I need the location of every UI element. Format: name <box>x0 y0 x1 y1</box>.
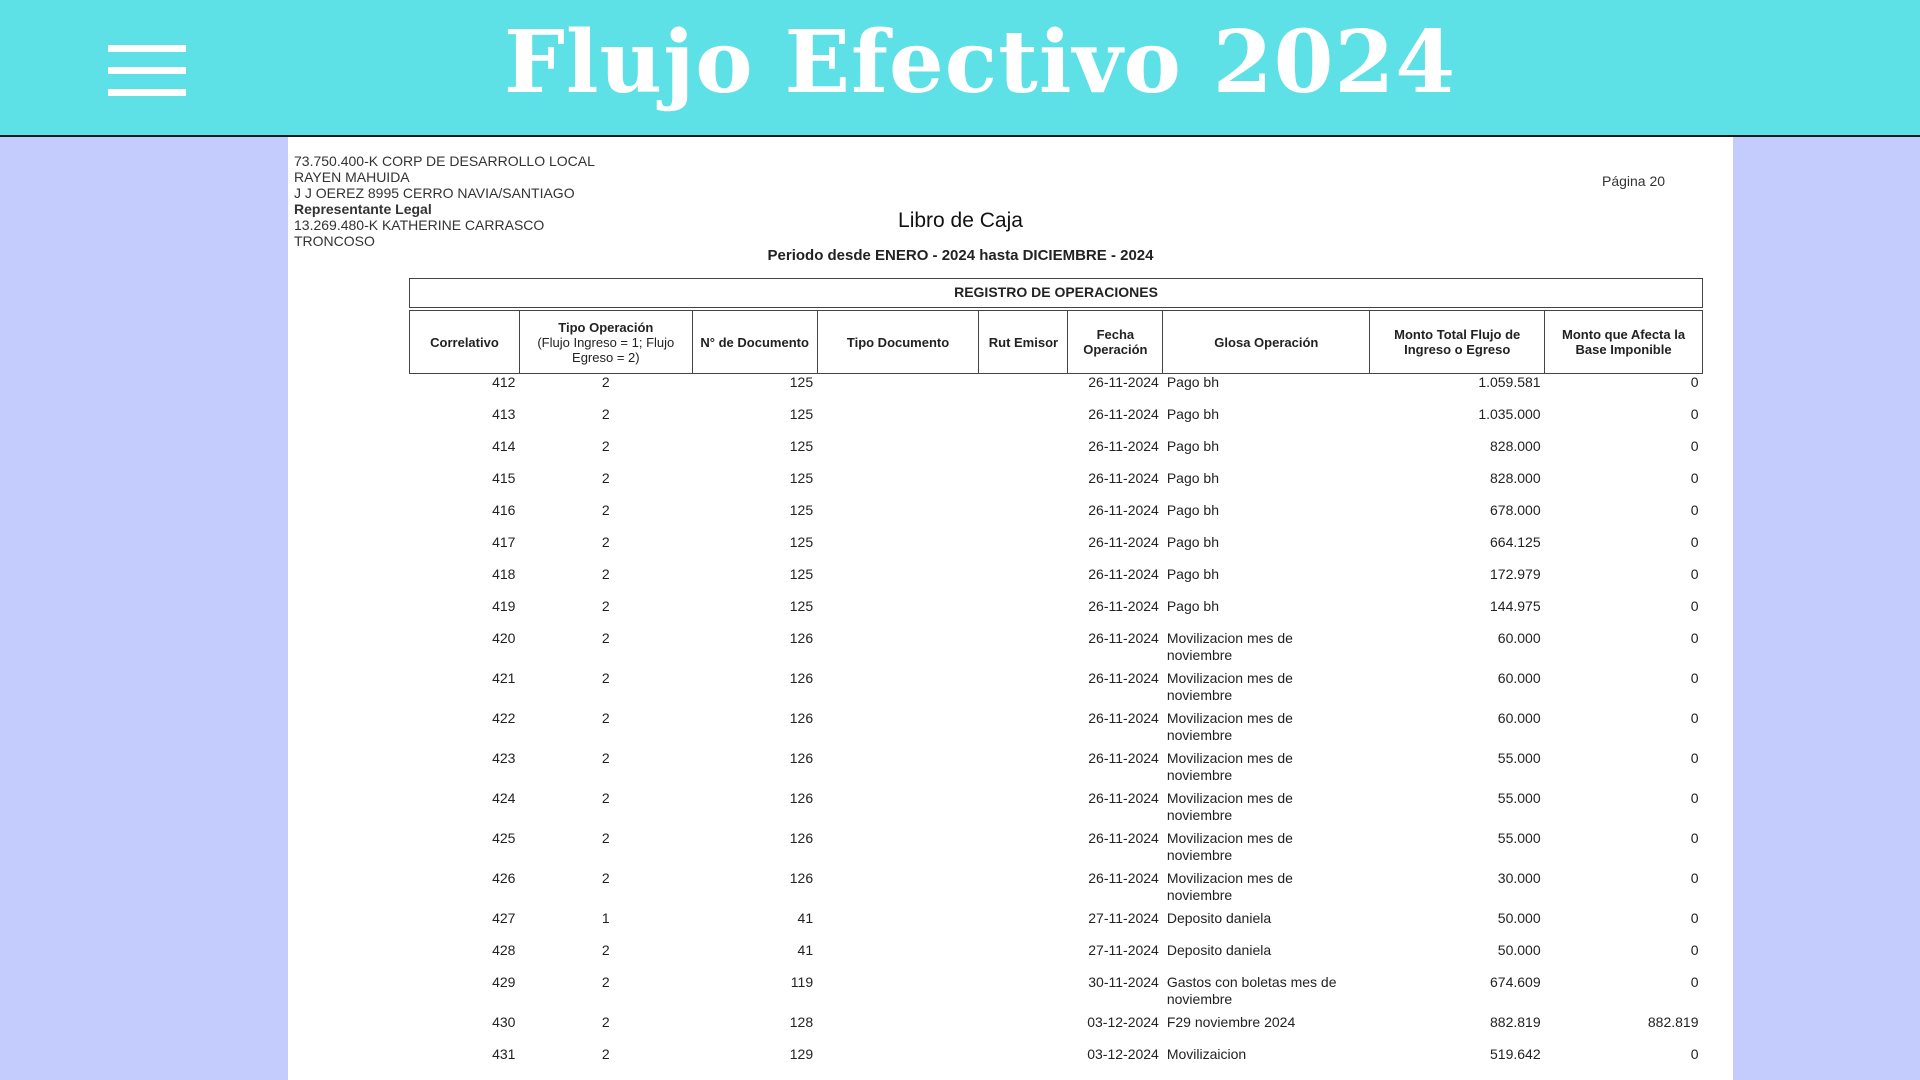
company-line: J J OEREZ 8995 CERRO NAVIA/SANTIAGO <box>294 185 575 201</box>
col-header-monto-total: Monto Total Flujo de Ingreso o Egreso <box>1370 311 1545 374</box>
glosa-text: Gastos con boletas mes de noviembre <box>1166 973 1337 1007</box>
cell-tipo-documento <box>817 438 979 470</box>
table-row <box>410 598 1703 630</box>
cell-monto-total: 519.642 <box>1490 1045 1541 1062</box>
cell-n-documento: 41 <box>797 941 814 958</box>
cell-n-documento: 125 <box>789 533 814 550</box>
col-header-fecha-operacion: Fecha Operación <box>1068 311 1163 374</box>
cell-fecha-operacion: 26-11-2024 <box>1088 374 1159 390</box>
cell-tipo-operacion: 2 <box>601 869 610 886</box>
col-header-rut-emisor: Rut Emisor <box>979 311 1068 374</box>
cell-n-documento: 125 <box>789 597 814 614</box>
cell-glosa <box>1163 630 1370 670</box>
cell-monto-total: 60.000 <box>1497 629 1541 646</box>
table-row <box>410 502 1703 534</box>
cell-monto-total: 55.000 <box>1497 789 1541 806</box>
cell-glosa <box>1163 870 1370 910</box>
cell-fecha-operacion: 26-11-2024 <box>1088 709 1159 726</box>
cell-glosa <box>1163 710 1370 750</box>
cell-rut-emisor <box>979 534 1068 566</box>
table-row <box>410 438 1703 470</box>
cell-n-documento: 129 <box>789 1045 814 1062</box>
cell-glosa <box>1163 566 1370 598</box>
cell-tipo-documento <box>817 502 979 534</box>
table-row <box>410 670 1703 710</box>
cell-tipo-operacion: 1 <box>601 909 610 926</box>
cell-tipo-documento <box>817 470 979 502</box>
cell-monto-base: 0 <box>1690 501 1699 518</box>
page-number: Página 20 <box>1602 173 1666 189</box>
company-line: 13.269.480-K KATHERINE CARRASCO <box>294 217 545 233</box>
cell-n-documento: 125 <box>789 565 814 582</box>
cell-glosa <box>1163 1014 1370 1046</box>
document-title: Libro de Caja <box>898 209 1023 232</box>
cell-tipo-documento <box>817 910 979 942</box>
cell-n-documento: 125 <box>789 374 814 390</box>
cell-correlativo: 419 <box>492 597 516 614</box>
cell-rut-emisor <box>979 502 1068 534</box>
cell-tipo-documento <box>817 406 979 438</box>
table-header-row <box>410 311 1703 374</box>
document-page <box>288 137 1733 1080</box>
cell-n-documento: 125 <box>789 501 814 518</box>
cell-monto-base: 0 <box>1690 1045 1699 1062</box>
cell-tipo-documento <box>817 598 979 630</box>
col-header-tipo-operacion <box>519 311 692 374</box>
cell-correlativo: 427 <box>492 909 516 926</box>
glosa-text: Pago bh <box>1166 565 1220 582</box>
glosa-text: Pago bh <box>1166 437 1220 454</box>
cell-monto-total: 172.979 <box>1490 565 1541 582</box>
cell-correlativo: 420 <box>492 629 516 646</box>
cell-correlativo: 424 <box>492 789 516 806</box>
cell-n-documento: 119 <box>790 973 814 990</box>
cell-monto-total: 828.000 <box>1490 469 1541 486</box>
cell-tipo-documento <box>817 670 979 710</box>
col-header-tipo-operacion-label: Tipo Operación <box>558 319 654 335</box>
col-header-correlativo: Correlativo <box>410 311 520 374</box>
cell-correlativo: 430 <box>492 1013 516 1030</box>
cell-rut-emisor <box>979 1046 1068 1078</box>
cell-tipo-operacion: 2 <box>601 533 610 550</box>
table-row <box>410 870 1703 910</box>
section-title: REGISTRO DE OPERACIONES <box>409 278 1703 308</box>
cell-tipo-operacion: 2 <box>601 1013 610 1030</box>
cell-n-documento: 125 <box>789 405 814 422</box>
company-info <box>294 153 595 249</box>
cell-glosa <box>1163 942 1370 974</box>
cell-monto-total: 882.819 <box>1490 1013 1541 1030</box>
glosa-text: Movilizacion mes de noviembre <box>1166 789 1293 823</box>
cell-monto-total: 55.000 <box>1497 749 1541 766</box>
cell-monto-total: 144.975 <box>1490 597 1541 614</box>
cell-glosa <box>1163 750 1370 790</box>
glosa-text: Pago bh <box>1166 374 1220 390</box>
company-line: Representante Legal <box>294 201 432 217</box>
cell-fecha-operacion: 03-12-2024 <box>1087 1013 1159 1030</box>
cell-glosa <box>1163 1046 1370 1078</box>
operations-table <box>409 310 1703 1078</box>
cell-fecha-operacion: 26-11-2024 <box>1088 669 1159 686</box>
table-row <box>410 790 1703 830</box>
cell-n-documento: 126 <box>789 669 814 686</box>
cell-monto-base: 0 <box>1690 789 1699 806</box>
cell-glosa <box>1163 438 1370 470</box>
cell-tipo-documento <box>817 942 979 974</box>
cell-glosa <box>1163 502 1370 534</box>
table-row <box>410 374 1703 406</box>
glosa-text: Pago bh <box>1166 501 1220 518</box>
cell-rut-emisor <box>979 910 1068 942</box>
cell-tipo-operacion: 2 <box>601 437 610 454</box>
glosa-text: F29 noviembre 2024 <box>1166 1013 1296 1030</box>
cell-fecha-operacion: 26-11-2024 <box>1088 469 1159 486</box>
cell-glosa <box>1163 374 1370 406</box>
cell-monto-total: 1.035.000 <box>1478 405 1541 422</box>
cell-monto-base: 0 <box>1690 565 1699 582</box>
cell-tipo-documento <box>817 1046 979 1078</box>
cell-tipo-operacion: 2 <box>601 789 610 806</box>
col-header-tipo-documento: Tipo Documento <box>817 311 979 374</box>
cell-monto-base: 0 <box>1690 437 1699 454</box>
table-row <box>410 630 1703 670</box>
glosa-text: Movilizacion mes de noviembre <box>1166 829 1293 863</box>
cell-monto-base: 0 <box>1690 869 1699 886</box>
cell-n-documento: 126 <box>789 789 814 806</box>
glosa-text: Movilizacion mes de noviembre <box>1166 749 1293 783</box>
cell-rut-emisor <box>979 942 1068 974</box>
cell-monto-base: 0 <box>1690 709 1699 726</box>
cell-rut-emisor <box>979 790 1068 830</box>
cell-glosa <box>1163 406 1370 438</box>
cell-glosa <box>1163 470 1370 502</box>
cell-n-documento: 126 <box>789 829 814 846</box>
cell-tipo-documento <box>817 830 979 870</box>
cell-rut-emisor <box>979 374 1068 406</box>
cell-tipo-documento <box>817 790 979 830</box>
cell-tipo-operacion: 2 <box>601 973 610 990</box>
company-line: TRONCOSO <box>294 233 375 249</box>
cell-correlativo: 421 <box>492 669 516 686</box>
cell-tipo-documento <box>817 630 979 670</box>
cell-rut-emisor <box>979 710 1068 750</box>
col-header-n-documento: N° de Documento <box>692 311 817 374</box>
col-header-glosa: Glosa Operación <box>1163 311 1370 374</box>
cell-tipo-operacion: 2 <box>601 597 610 614</box>
cell-glosa <box>1163 910 1370 942</box>
cell-monto-total: 30.000 <box>1497 869 1541 886</box>
cell-n-documento: 41 <box>797 909 814 926</box>
cell-correlativo: 422 <box>492 709 516 726</box>
cell-tipo-documento <box>817 750 979 790</box>
cell-correlativo: 417 <box>492 533 516 550</box>
cell-monto-total: 678.000 <box>1490 501 1541 518</box>
cell-tipo-documento <box>817 710 979 750</box>
cell-monto-total: 60.000 <box>1497 669 1541 686</box>
glosa-text: Movilizacion mes de noviembre <box>1166 869 1293 903</box>
cell-tipo-operacion: 2 <box>601 629 610 646</box>
cell-monto-base: 0 <box>1690 941 1699 958</box>
cell-rut-emisor <box>979 1014 1068 1046</box>
table-row <box>410 750 1703 790</box>
cell-fecha-operacion: 26-11-2024 <box>1088 869 1159 886</box>
glosa-text: Movilizacion mes de noviembre <box>1166 629 1293 663</box>
glosa-text: Movilizacion mes de noviembre <box>1166 709 1293 743</box>
table-row <box>410 710 1703 750</box>
cell-monto-base: 0 <box>1690 909 1699 926</box>
cell-rut-emisor <box>979 974 1068 1014</box>
company-line: RAYEN MAHUIDA <box>294 169 410 185</box>
cell-monto-total: 55.000 <box>1497 829 1541 846</box>
cell-tipo-operacion: 2 <box>601 469 610 486</box>
cell-tipo-operacion: 2 <box>601 501 610 518</box>
cell-n-documento: 128 <box>789 1013 814 1030</box>
cell-fecha-operacion: 27-11-2024 <box>1088 909 1159 926</box>
cell-monto-base: 0 <box>1690 405 1699 422</box>
cell-monto-base: 882.819 <box>1647 1013 1699 1030</box>
cell-fecha-operacion: 03-12-2024 <box>1087 1045 1159 1062</box>
cell-glosa <box>1163 830 1370 870</box>
glosa-text: Pago bh <box>1166 405 1220 422</box>
cell-correlativo: 412 <box>492 374 516 390</box>
cell-rut-emisor <box>979 750 1068 790</box>
table-row <box>410 1046 1703 1078</box>
cell-monto-base: 0 <box>1690 669 1699 686</box>
page-title: Flujo Efectivo 2024 <box>503 12 1457 113</box>
cell-correlativo: 425 <box>492 829 516 846</box>
col-header-tipo-operacion-sub: (Flujo Ingreso = 1; Flujo Egreso = 2) <box>537 334 675 365</box>
cell-fecha-operacion: 26-11-2024 <box>1088 829 1159 846</box>
cell-tipo-documento <box>817 534 979 566</box>
cell-glosa <box>1163 534 1370 566</box>
cell-rut-emisor <box>979 406 1068 438</box>
cell-tipo-documento <box>817 1014 979 1046</box>
cell-monto-total: 60.000 <box>1497 709 1541 726</box>
cell-rut-emisor <box>979 598 1068 630</box>
cell-correlativo: 415 <box>492 469 516 486</box>
glosa-text: Deposito daniela <box>1166 941 1272 958</box>
table-row <box>410 942 1703 974</box>
cell-glosa <box>1163 670 1370 710</box>
cell-monto-total: 50.000 <box>1497 909 1541 926</box>
cell-tipo-documento <box>817 870 979 910</box>
cell-monto-base: 0 <box>1690 374 1699 390</box>
cell-glosa <box>1163 790 1370 830</box>
cell-fecha-operacion: 26-11-2024 <box>1088 533 1159 550</box>
cell-fecha-operacion: 26-11-2024 <box>1088 629 1159 646</box>
cell-correlativo: 429 <box>492 973 516 990</box>
cell-tipo-documento <box>817 974 979 1014</box>
cell-correlativo: 416 <box>492 501 516 518</box>
cell-tipo-operacion: 2 <box>601 941 610 958</box>
cell-correlativo: 414 <box>492 437 516 454</box>
cell-tipo-operacion: 2 <box>601 749 610 766</box>
cell-glosa <box>1163 598 1370 630</box>
cell-tipo-operacion: 2 <box>601 1045 610 1062</box>
cell-tipo-operacion: 2 <box>601 709 610 726</box>
cell-rut-emisor <box>979 870 1068 910</box>
cell-fecha-operacion: 26-11-2024 <box>1088 789 1159 806</box>
cell-monto-total: 828.000 <box>1490 437 1541 454</box>
table-row <box>410 830 1703 870</box>
cell-fecha-operacion: 26-11-2024 <box>1088 405 1159 422</box>
cell-fecha-operacion: 26-11-2024 <box>1088 501 1159 518</box>
cell-rut-emisor <box>979 470 1068 502</box>
cell-monto-total: 664.125 <box>1490 533 1541 550</box>
cell-fecha-operacion: 27-11-2024 <box>1088 941 1159 958</box>
table-row <box>410 470 1703 502</box>
glosa-text: Deposito daniela <box>1166 909 1272 926</box>
cell-n-documento: 125 <box>789 469 814 486</box>
cell-tipo-operacion: 2 <box>601 829 610 846</box>
table-row <box>410 974 1703 1014</box>
cell-correlativo: 426 <box>492 869 516 886</box>
cell-monto-total: 1.059.581 <box>1478 374 1541 390</box>
cell-monto-base: 0 <box>1690 973 1699 990</box>
table-row <box>410 566 1703 598</box>
cell-correlativo: 431 <box>492 1045 516 1062</box>
table-row <box>410 406 1703 438</box>
table-row <box>410 534 1703 566</box>
company-line: 73.750.400-K CORP DE DESARROLLO LOCAL <box>294 153 595 169</box>
glosa-text: Movilizacion mes de noviembre <box>1166 669 1293 703</box>
cell-monto-base: 0 <box>1690 597 1699 614</box>
cell-tipo-operacion: 2 <box>601 405 610 422</box>
cell-monto-base: 0 <box>1690 469 1699 486</box>
cell-rut-emisor <box>979 438 1068 470</box>
cell-rut-emisor <box>979 566 1068 598</box>
cell-n-documento: 126 <box>789 709 814 726</box>
glosa-text: Pago bh <box>1166 597 1220 614</box>
cell-n-documento: 125 <box>789 437 814 454</box>
glosa-text: Pago bh <box>1166 533 1220 550</box>
cell-fecha-operacion: 26-11-2024 <box>1088 749 1159 766</box>
cell-fecha-operacion: 26-11-2024 <box>1088 565 1159 582</box>
cell-fecha-operacion: 26-11-2024 <box>1088 437 1159 454</box>
cell-fecha-operacion: 30-11-2024 <box>1088 973 1159 990</box>
cell-correlativo: 428 <box>492 941 516 958</box>
cell-monto-base: 0 <box>1690 829 1699 846</box>
cell-n-documento: 126 <box>789 749 814 766</box>
top-bar <box>0 0 1920 137</box>
glosa-text: Movilizaicion <box>1166 1045 1247 1062</box>
cell-correlativo: 418 <box>492 565 516 582</box>
cell-monto-base: 0 <box>1690 533 1699 550</box>
cell-tipo-documento <box>817 374 979 406</box>
cell-monto-total: 50.000 <box>1497 941 1541 958</box>
cell-tipo-operacion: 2 <box>601 565 610 582</box>
cell-rut-emisor <box>979 830 1068 870</box>
cell-monto-base: 0 <box>1690 749 1699 766</box>
cell-tipo-documento <box>817 566 979 598</box>
cell-fecha-operacion: 26-11-2024 <box>1088 597 1159 614</box>
cell-rut-emisor <box>979 630 1068 670</box>
cell-monto-total: 674.609 <box>1490 973 1541 990</box>
cell-glosa <box>1163 974 1370 1014</box>
glosa-text: Pago bh <box>1166 469 1220 486</box>
cell-monto-base: 0 <box>1690 629 1699 646</box>
table-row <box>410 1014 1703 1046</box>
cell-tipo-operacion: 2 <box>601 374 610 390</box>
table-row <box>410 910 1703 942</box>
cell-correlativo: 423 <box>492 749 516 766</box>
period-label: Periodo desde ENERO - 2024 hasta DICIEMBRE - 2024 <box>767 247 1154 264</box>
cell-tipo-operacion: 2 <box>601 669 610 686</box>
cell-correlativo: 413 <box>492 405 516 422</box>
col-header-monto-base: Monto que Afecta la Base Imponible <box>1545 311 1703 374</box>
cell-n-documento: 126 <box>789 629 814 646</box>
cell-n-documento: 126 <box>789 869 814 886</box>
cell-rut-emisor <box>979 670 1068 710</box>
